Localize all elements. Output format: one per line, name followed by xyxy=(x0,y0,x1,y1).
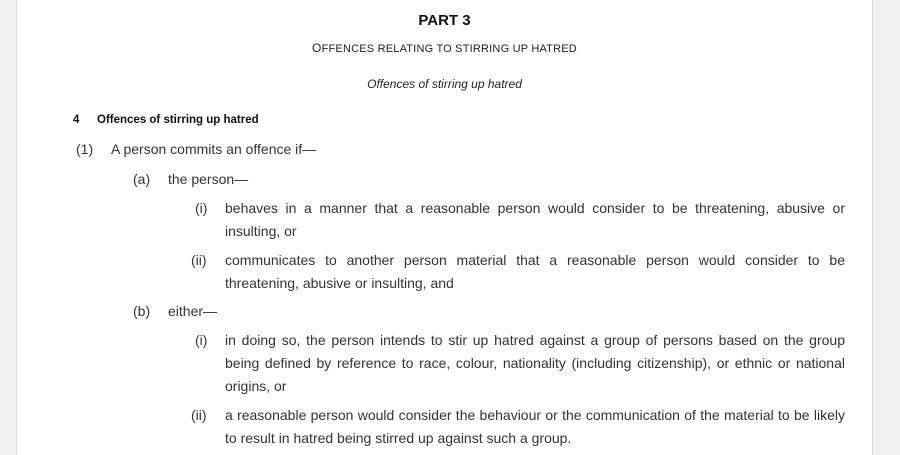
paragraph-a-ii-label: (ii) xyxy=(191,252,207,268)
part-subtitle xyxy=(17,41,872,55)
document-page xyxy=(16,0,873,455)
paragraph-b-ii-label: (ii) xyxy=(191,407,207,423)
paragraph-a-i-label: (i) xyxy=(195,200,208,216)
part-title: PART 3 xyxy=(418,12,471,29)
part-subtitle-initial: O xyxy=(312,41,322,55)
paragraph-b-label: (b) xyxy=(133,303,151,319)
paragraph-b-i-text: in doing so, the person intends to stir up hatred against a group of persons based on the group being defined by reference to race, colour, nationality (including citizenship), or ethnic or national origins, or xyxy=(225,332,845,394)
paragraph-b-i-label: (i) xyxy=(195,332,208,348)
paragraph-a-i-text: behaves in a manner that a reasonable person would consider to be threatening, abusive or insulting, or xyxy=(225,200,845,239)
subsection-label: (1) xyxy=(76,141,94,157)
paragraph-a-text: the person— xyxy=(168,171,249,187)
subsection-text: A person commits an offence if— xyxy=(111,141,317,157)
part-subtitle-rest: FFENCES RELATING TO STIRRING UP HATRED xyxy=(321,43,577,55)
paragraph-b-ii-text: a reasonable person would consider the behaviour or the communication of the material to be likely to result in hatred being stirred up against such a group. xyxy=(225,407,845,446)
paragraph-b-text: either— xyxy=(168,303,218,319)
paragraph-a-ii-text: communicates to another person material that a reasonable person would consider to be threatening, abusive or insulting, and xyxy=(225,252,845,291)
section-number: 4 xyxy=(73,114,80,126)
section-title: Offences of stirring up hatred xyxy=(97,114,259,126)
crossheading: Offences of stirring up hatred xyxy=(367,77,522,91)
paragraph-a-label: (a) xyxy=(133,171,151,187)
